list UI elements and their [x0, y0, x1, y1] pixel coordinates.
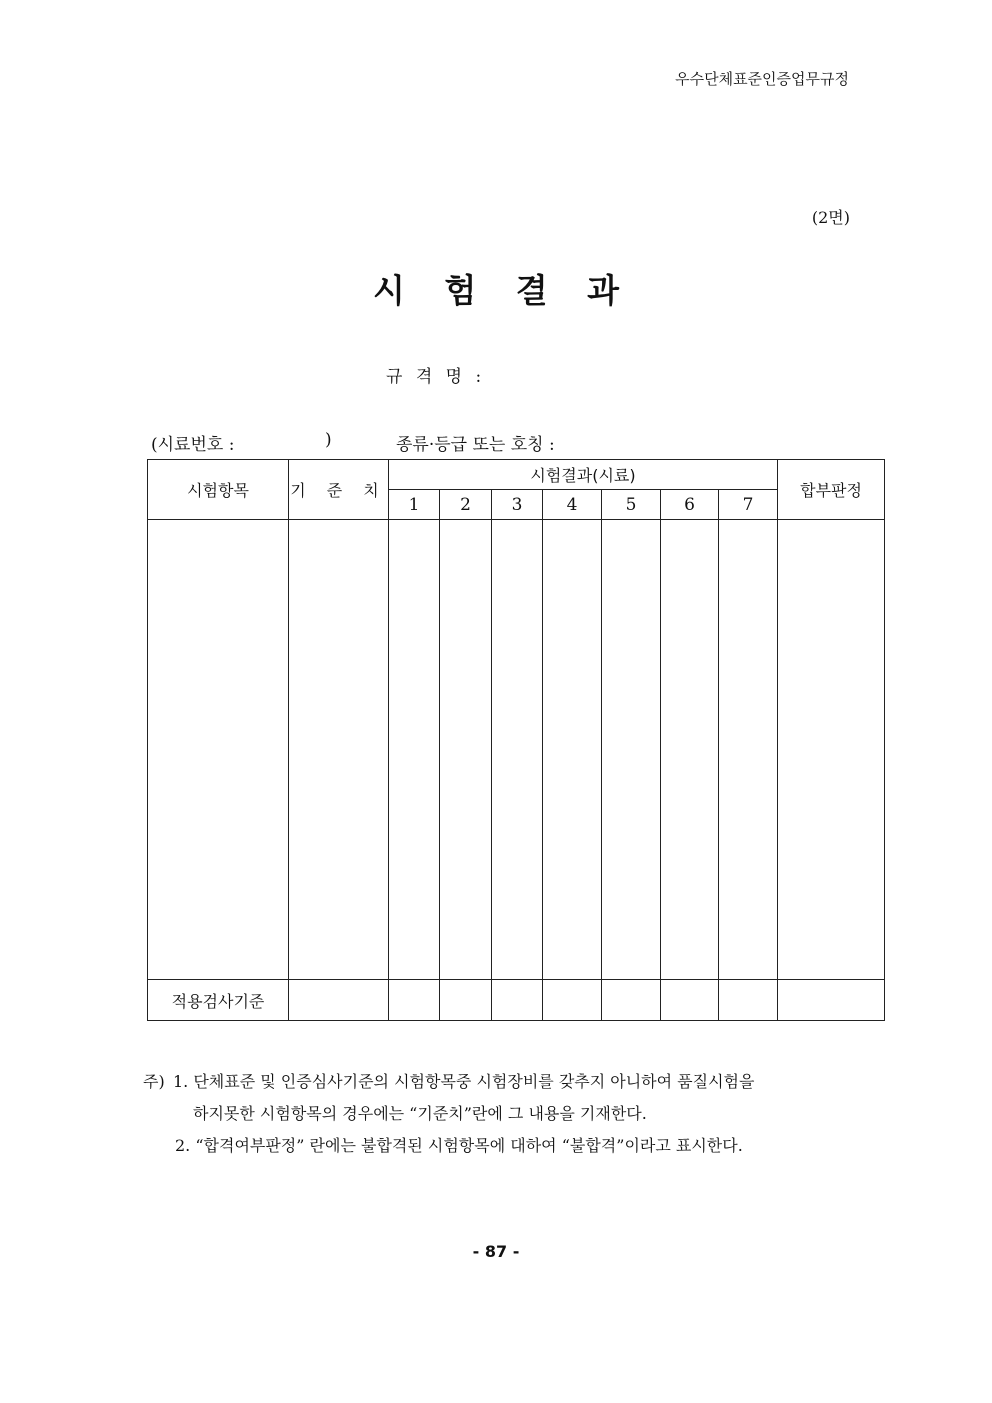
footer-cell-sample-4[interactable]: [543, 980, 602, 1021]
document-title: 시 험 결 과: [373, 271, 633, 310]
cell-sample-1[interactable]: [389, 520, 440, 980]
table-row: [148, 520, 885, 980]
page-label: (2면): [811, 208, 850, 227]
sample-number-6: 6: [661, 490, 719, 520]
header-standard: 기 준 치: [289, 460, 389, 520]
footer-cell-pass-fail[interactable]: [778, 980, 885, 1021]
sample-number-1: 1: [389, 490, 440, 520]
cell-test-item[interactable]: [148, 520, 289, 980]
cell-sample-3[interactable]: [492, 520, 543, 980]
cell-sample-5[interactable]: [602, 520, 661, 980]
cell-standard[interactable]: [289, 520, 389, 980]
footer-cell-sample-3[interactable]: [492, 980, 543, 1021]
note-prefix: 주): [143, 1072, 165, 1091]
cell-sample-7[interactable]: [719, 520, 778, 980]
cell-sample-4[interactable]: [543, 520, 602, 980]
note-line-3: 2. “합격여부판정” 란에는 불합격된 시험항목에 대하여 “불합격”이라고 표시한다.: [175, 1136, 743, 1155]
results-table: [147, 459, 885, 1021]
sample-number-close: ): [325, 430, 332, 450]
footer-cell-sample-2[interactable]: [440, 980, 492, 1021]
footer-cell-standard[interactable]: [289, 980, 389, 1021]
footer-cell-sample-7[interactable]: [719, 980, 778, 1021]
sample-number-label: (시료번호 :: [151, 435, 235, 455]
header-pass-fail: 합부판정: [778, 460, 885, 520]
spec-name-label: 규 격 명 :: [386, 367, 486, 387]
note-line-1: [143, 1066, 863, 1098]
table-row: [148, 980, 885, 1021]
cell-sample-2[interactable]: [440, 520, 492, 980]
sample-number-5: 5: [602, 490, 661, 520]
footer-cell-sample-5[interactable]: [602, 980, 661, 1021]
sample-number-2: 2: [440, 490, 492, 520]
cell-sample-6[interactable]: [661, 520, 719, 980]
footer-cell-sample-1[interactable]: [389, 980, 440, 1021]
footer-label: 적용검사기준: [148, 980, 289, 1021]
header-results-group: 시험결과(시료): [389, 460, 778, 490]
sample-number-7: 7: [719, 490, 778, 520]
footer-cell-sample-6[interactable]: [661, 980, 719, 1021]
sample-number-3: 3: [492, 490, 543, 520]
notes: [143, 1066, 863, 1162]
cell-pass-fail[interactable]: [778, 520, 885, 980]
header-title: 우수단체표준인증업무규정: [675, 70, 849, 88]
note-line-2: 하지못한 시험항목의 경우에는 “기준치”란에 그 내용을 기재한다.: [193, 1104, 647, 1123]
header-test-item: 시험항목: [148, 460, 289, 520]
sample-number-4: 4: [543, 490, 602, 520]
page-number: - 87 -: [472, 1242, 520, 1261]
grade-label: 종류·등급 또는 호칭 :: [396, 435, 555, 455]
note-1-text: 1. 단체표준 및 인증심사기준의 시험항목중 시험장비를 갖추지 아니하여 품질시험을: [173, 1072, 755, 1091]
